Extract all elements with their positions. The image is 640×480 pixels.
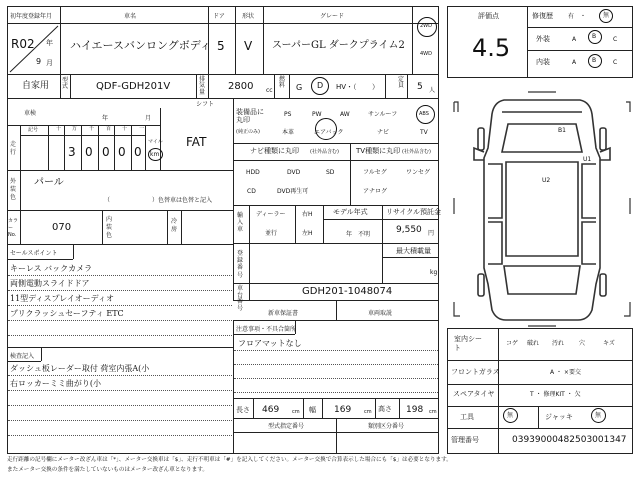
footer-line-2: またメーター交換の条件を満たしていないものはメーター改ざん車となります。 [7,467,208,473]
usage: 自家用 [22,81,50,91]
sales-point-2: 両側電動スライドドア [10,279,90,288]
sales-points-label: セールスポイント [10,250,58,257]
displacement-label: 排気量 [199,76,206,96]
recycle-value: 9,550 [396,225,422,235]
score-label: 評価点 [478,12,499,20]
mileage-digit-5: 0 [134,145,142,159]
kg-unit: kg [430,269,438,276]
equip-sunroof: サンルーフ [368,111,398,118]
tv-fullseg: フルセグ [363,169,387,176]
seat-label: 室内シート [454,335,482,353]
exterior-a: A [572,36,577,43]
fuel-label: 燃料 [279,76,286,89]
capacity-label: 定員 [398,76,405,89]
yen-unit: 円 [428,230,435,237]
tv-analog: アナログ [363,188,388,195]
inspection-year: 年 [102,115,109,122]
interior-a: A [572,59,577,66]
mileage-digit-3: 0 [102,145,110,159]
equip-aw: AW [340,111,350,118]
tv-type-sub: (社外品含む) [402,149,431,155]
inspector-note-1: ダッシュ板レーダー取付 荷室内張A(小 [10,364,150,373]
type-number-label: 型式指定番号 [268,423,305,430]
color-value: パール [34,177,64,188]
import-left: 左H [302,230,313,237]
import-dealer: ディーラー [256,211,286,218]
height-label: 高さ [378,405,392,413]
interior-c: C [613,59,618,66]
warranty-label: 新車保証書 [268,310,299,317]
sales-point-3: 11型ディスプレイオーディオ [10,294,114,303]
car-body-diagram [448,88,636,328]
repair-yes: 有 [568,13,575,20]
navi-dvd-play: DVD再生可 [277,188,309,195]
recycle-label: リサイクル預託金 [386,208,442,216]
shift-label: シフト [196,101,215,108]
seat-burn: コゲ [506,340,519,347]
import-parallel: 並行 [265,230,278,237]
navi-sd: SD [326,169,335,176]
model-label: 型式 [62,77,69,90]
inspector-label: 検査記入 [10,353,35,360]
spare-value: T ・ 修理KIT ・ 欠 [530,391,581,398]
car-name-label: 車名 [124,13,137,20]
inspection-month: 月 [145,115,152,122]
repair-label: 修復歴 [532,12,553,20]
door-count: 5 [217,39,225,53]
seat-scratch: キズ [603,340,615,347]
tv-type-label: TV種類に丸印 [356,147,401,155]
color-code-label: カラーNo. [8,218,19,238]
month-unit: 月 [46,59,53,67]
import-label: 輸入車 [237,212,244,234]
model-value: QDF-GDH201V [96,81,171,92]
drive-4wd: 4WD [420,51,432,57]
tool-label: 工具 [460,413,474,421]
fuel-hv: HV・（ [336,83,357,91]
equip-abs: ABS [419,111,429,117]
damage-mark-u1: U1 [583,156,592,163]
color-code: 070 [52,222,72,233]
navi-type-sub: (社外品含む) [310,149,339,155]
notes-label: 注意事項・不具合箇所 [236,326,297,333]
inspector-note-2: 右ロッカーミミ曲がり(小 [10,379,101,388]
grade-label: グレード [320,13,345,20]
equip-airbag: エアバック [314,129,344,136]
tool-value: 無 [507,412,514,419]
navi-hdd: HDD [246,169,260,176]
exterior-label: 外装 [536,35,550,43]
reg-era: R02 [11,37,35,51]
length-label: 長さ [236,406,250,414]
frame-label: 車台番号 [237,285,244,312]
fuel-g: G [296,83,303,92]
width-value: 169 [334,405,352,415]
mileage-label: 走行 [10,141,17,157]
year-unit: 年 [46,39,53,47]
jack-value: 無 [595,412,602,419]
place-6: 一 [139,126,145,132]
mileage-km: km [150,151,160,158]
seat-dirt: 汚れ [552,340,565,347]
shift-value: FAT [186,135,207,149]
seat-hole: 穴 [579,340,586,347]
sales-point-4: プリクラッシュセーフティ ETC [10,309,124,318]
footer-line-1: 走行距離の記号欄にメーター改ざん車は「*」、メーター交換車は「$」、走行不明車は「#」を記入してください。メーター交換で合算表示した場合にも「$」は必要となります。 [7,457,452,463]
fuel-close: ） [372,83,379,91]
equip-leather: 本革 [282,129,295,136]
import-right: 右H [302,211,313,218]
mile-label: マイル [148,139,163,145]
mileage-unit-label: 記号 [28,127,39,133]
equip-pw: PW [312,111,322,118]
equip-navi: ナビ [377,129,390,136]
place-4: 百 [106,126,112,132]
reg-number-label: 登録番号 [237,250,244,279]
ac-label: 冷房 [171,218,178,233]
notes-value: フロアマットなし [238,339,302,348]
car-name: ハイエースバンロングボディ [70,39,211,52]
manage-value: 03939000482503001347 [512,435,627,445]
reg-month: 9 [36,57,42,66]
glass-value: A ・ ×要交 [550,369,581,376]
place-2: 万 [72,126,78,132]
score-value: 4.5 [472,34,511,62]
exterior-c: C [613,36,618,43]
place-1: 十 [56,126,62,132]
sales-point-1: キーレス バックカメラ [10,264,93,273]
equip-ps: PS [284,111,292,118]
model-year-value: 年 不明 [346,231,371,238]
mileage-digit-4: 0 [118,145,126,159]
manage-label: 管理番号 [451,436,479,444]
repair-dot: ・ [580,13,587,20]
equipment-sublabel: (純正のみ) [236,129,260,135]
seat-tear: 破れ [527,340,540,347]
place-3: 千 [89,126,95,132]
glass-label: フロントガラス [451,368,500,376]
grade-value: スーパーGL ダークプライム2 [272,40,405,51]
damage-mark-u2: U2 [542,177,551,184]
length-value: 469 [262,405,280,415]
height-value: 198 [406,405,424,415]
displacement-value: 2800 [228,81,254,92]
fuel-d: D [317,81,324,90]
place-5: 十 [122,126,128,132]
first-reg-label: 初年度登録年月 [10,13,53,20]
repair-no: 無 [603,12,610,19]
frame-number: GDH201-1048074 [302,286,393,297]
model-year-label: モデル年式 [333,208,368,216]
interior-color-label: 内装色 [106,216,113,239]
inspection-label: 車検 [24,110,37,117]
tv-oneseg: ワンセグ [406,169,431,176]
manual-label: 車両取説 [368,310,393,317]
damage-mark-b1: B1 [558,127,566,134]
equipment-label: 装備品に丸印 [236,108,264,125]
navi-cd: CD [247,188,256,195]
height-cm: cm [429,409,437,415]
jack-label: ジャッキ [545,413,573,421]
body-shape: V [244,39,253,53]
length-cm: cm [292,409,300,415]
capacity-value: 5 [417,82,423,92]
equip-tv: TV [420,129,428,136]
interior-label: 内装 [536,58,550,66]
navi-type-label: ナビ種類に丸印 [250,147,299,155]
navi-dvd: DVD [287,169,301,176]
drive-2wd: 2WD [420,23,432,29]
person-unit: 人 [429,87,436,94]
width-label: 幅 [309,406,316,414]
shape-label: 形状 [242,13,255,20]
exterior-b: B [592,33,597,40]
width-cm: cm [364,409,372,415]
color-label: 外装色 [10,178,17,201]
mileage-digit-1: 3 [68,145,76,159]
spare-label: スペアタイヤ [453,390,495,398]
cc-unit: cc [266,87,273,94]
mileage-digit-2: 0 [85,145,93,159]
interior-b: B [592,57,597,64]
class-number-label: 類別区分番号 [368,423,405,430]
color-note: （ ）色替車は色替と記入 [104,197,213,204]
door-label: ドア [213,13,225,20]
max-load-label: 最大積載量 [396,247,431,255]
